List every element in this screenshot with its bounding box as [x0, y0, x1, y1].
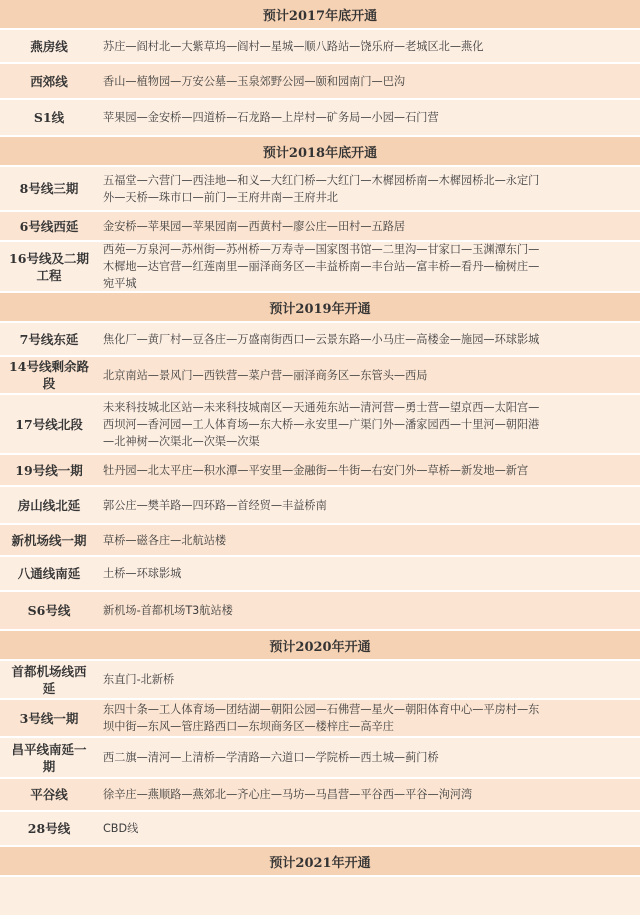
section-header: 预计2017年底开通	[0, 0, 640, 30]
line-name: 6号线西延	[19, 218, 79, 234]
line-row	[0, 455, 640, 487]
line-stations: 金安桥—苹果园—苹果园南—西黄村—廖公庄—田村—五路居	[103, 219, 406, 233]
line-stations: 徐辛庄—燕顺路—燕郊北—齐心庄—马坊—马昌营—平谷西—平谷—洵河湾	[103, 788, 473, 801]
line-stations: 西二旗—清河—上清桥—学清路—六道口—学院桥—西土城—蓟门桥	[103, 751, 439, 764]
line-name: 3号线一期	[19, 710, 79, 726]
line-name: 首都机场线西 延	[11, 663, 87, 696]
line-stations: 焦化厂—黄厂村—豆各庄—万盛南街西口—云景东路—小马庄—高楼金—施园—环球影城	[103, 332, 540, 346]
line-name: 17号线北段	[15, 416, 83, 432]
line-stations: 土桥—环球影城	[103, 567, 182, 580]
line-stations: CBD线	[103, 822, 139, 835]
line-stations: 新机场-首都机场T3航站楼	[103, 604, 233, 617]
line-stations: 苏庄—阎村北—大紫草坞—阎村—星城—顺八路站—饶乐府—老城区北—燕化	[103, 39, 484, 53]
line-name: 16号线及二期 工程	[9, 250, 89, 283]
line-row	[0, 100, 640, 137]
line-stations: 东直门-北新桥	[103, 673, 175, 686]
line-row	[0, 557, 640, 592]
line-row	[0, 877, 640, 917]
line-row	[0, 357, 640, 395]
line-name: 昌平线南延一 期	[11, 741, 87, 774]
line-name: 房山线北延	[17, 497, 81, 513]
line-row	[0, 592, 640, 631]
line-stations: 香山—植物园—万安公墓—玉泉郊野公园—颐和园南门—巴沟	[103, 74, 406, 88]
line-stations: 牡丹园—北太平庄—积水潭—平安里—金融街—牛街—右安门外—草桥—新发地—新宫	[103, 463, 529, 477]
line-row	[0, 738, 640, 779]
line-stations: 东四十条—工人体育场—团结湖—朝阳公园—石佛营—星火—朝阳体育中心—平房村—东 坝中街—东风—管庄路西口—东坝商务区—楼梓庄—高辛庄	[103, 703, 540, 733]
line-name: 19号线一期	[15, 462, 83, 478]
section-header: 预计2018年底开通	[0, 137, 640, 167]
line-row	[0, 812, 640, 847]
line-row	[0, 525, 640, 557]
line-row	[0, 242, 640, 293]
line-name: 28号线	[27, 821, 71, 836]
line-row	[0, 323, 640, 357]
line-name: 八通线南延	[17, 566, 81, 581]
line-stations: 草桥—磁各庄—北航站楼	[103, 533, 227, 547]
line-row	[0, 700, 640, 738]
line-name: 8号线三期	[19, 181, 79, 196]
section-header: 预计2021年开通	[0, 847, 640, 877]
line-row	[0, 212, 640, 242]
line-row	[0, 395, 640, 455]
line-row	[0, 487, 640, 525]
line-stations: 苹果园—金安桥—四道桥—石龙路—上岸村—矿务局—小园—石门营	[103, 111, 439, 124]
line-stations: 郭公庄—樊羊路—四环路—首经贸—丰益桥南	[103, 498, 327, 512]
line-row	[0, 64, 640, 100]
line-name: S1线	[33, 110, 65, 125]
line-name: S6号线	[27, 603, 71, 618]
line-name: 平谷线	[30, 787, 68, 802]
line-row	[0, 30, 640, 64]
section-header: 预计2019年开通	[0, 293, 640, 323]
line-name: 燕房线	[30, 38, 68, 54]
line-row	[0, 779, 640, 812]
section-header: 预计2020年开通	[0, 631, 640, 661]
line-name: 7号线东延	[19, 331, 79, 347]
line-name: 14号线剩余路 段	[9, 359, 89, 391]
line-name: 新机场线一期	[11, 532, 87, 548]
line-name: 西郊线	[30, 73, 68, 89]
line-stations: 五福堂—六营门—西洼地—和义—大红门桥—大红门—木樨园桥南—木樨园桥北—永定门 外—天桥—珠市口—前门—王府井南—王府井北	[103, 173, 540, 204]
line-stations: 未来科技城北区站—未来科技城南区—天通苑东站—清河营—勇士营—望京西—太阳宫— 西坝河—香河园—工人体育场—东大桥—永安里—广渠门外—潘家园西—十里河—朝阳港 —北神树—次渠北—次渠—次渠	[103, 400, 540, 448]
line-row	[0, 661, 640, 700]
line-stations: 北京南站—景风门—西铁营—菜户营—丽泽商务区—东管头—西局	[103, 368, 428, 382]
line-row	[0, 167, 640, 212]
line-stations: 西苑—万泉河—苏州街—苏州桥—万寿寺—国家图书馆—二里沟—甘家口—玉渊潭东门— 木樨地—达官营—红莲南里—丽泽商务区—丰益桥南—丰台站—富丰桥—看丹—榆树庄— 宛平城	[103, 243, 540, 290]
